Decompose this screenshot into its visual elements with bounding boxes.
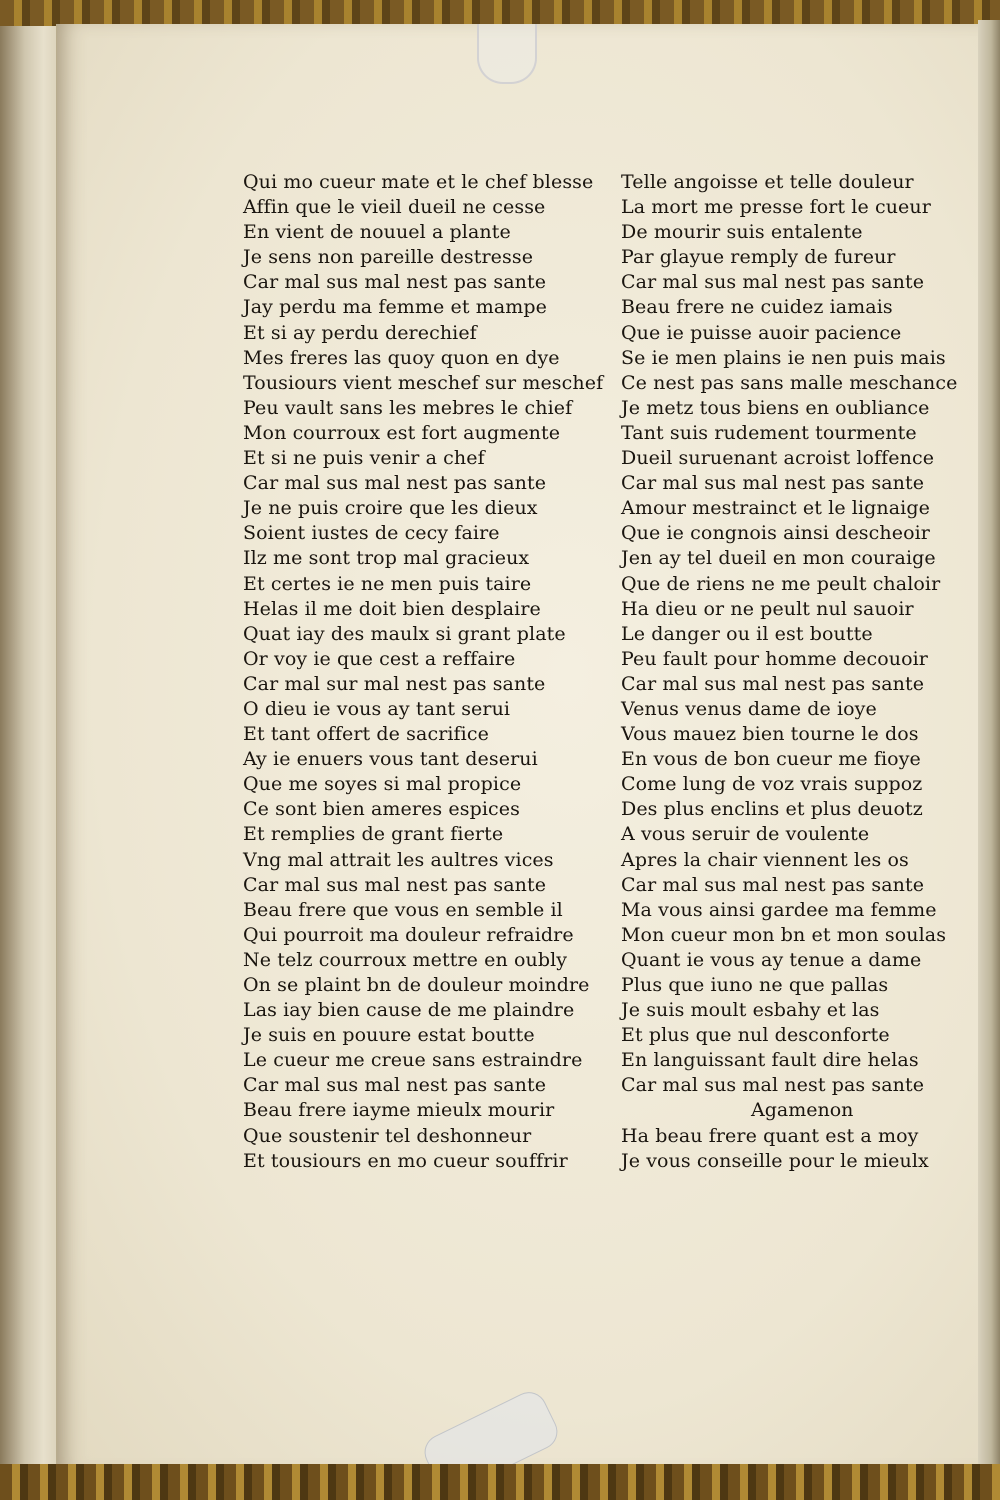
verse-line: Tant suis rudement tourmente (621, 421, 917, 444)
verse-line: Car mal sus mal nest pas sante (621, 1074, 925, 1097)
verse-line: Car mal sus mal nest pas sante (243, 873, 547, 896)
verse-line: Jay perdu ma femme et mampe (243, 296, 548, 319)
verse-line: Le danger ou il est boutte (621, 622, 873, 645)
right-text-column (621, 170, 957, 1174)
verse-line: Amour mestrainct et le lignaige (621, 497, 930, 520)
left-text-column (243, 170, 603, 1174)
verse-line: Que soustenir tel deshonneur (243, 1124, 532, 1147)
verse-line: Je ne puis croire que les dieux (243, 497, 538, 520)
verse-line: La mort me presse fort le cueur (621, 196, 931, 219)
verse-line: De mourir suis entalente (621, 221, 863, 244)
verse-line: Mon courroux est fort augmente (243, 421, 561, 444)
verse-line: Peu vault sans les mebres le chief (243, 396, 573, 419)
verse-line: Et plus que nul desconforte (621, 1024, 890, 1047)
verse-line: Car mal sus mal nest pas sante (621, 472, 925, 495)
verse-line: Le cueur me creue sans estraindre (243, 1049, 583, 1072)
verse-line: Soient iustes de cecy faire (243, 522, 500, 545)
verse-line: En vous de bon cueur me fioye (621, 748, 921, 771)
verse-line: Ma vous ainsi gardee ma femme (621, 898, 937, 921)
page-clip-top (477, 24, 537, 84)
binding-bottom-edge (0, 1464, 1000, 1500)
verse-line: Que ie congnois ainsi descheoir (621, 522, 930, 545)
verse-line: Car mal sus mal nest pas sante (621, 672, 925, 695)
verse-line: Que de riens ne me peult chaloir (621, 572, 941, 595)
verse-line: Car mal sus mal nest pas sante (621, 271, 925, 294)
verse-line: En vient de nouuel a plante (243, 221, 511, 244)
verse-line: Car mal sur mal nest pas sante (243, 672, 546, 695)
verse-line: Ha dieu or ne peult nul sauoir (621, 597, 914, 620)
verse-line: Ha beau frere quant est a moy (621, 1124, 919, 1147)
verse-line: Helas il me doit bien desplaire (243, 597, 541, 620)
verse-line: Et remplies de grant fierte (243, 823, 504, 846)
verse-line: Peu fault pour homme decouoir (621, 647, 928, 670)
verse-line: Par glayue remply de fureur (621, 246, 896, 269)
verse-line: Car mal sus mal nest pas sante (243, 271, 547, 294)
verse-line: Or voy ie que cest a reffaire (243, 647, 516, 670)
verse-line: Ce sont bien ameres espices (243, 798, 520, 821)
verse-line: O dieu ie vous ay tant serui (243, 697, 511, 720)
verse-line: Et si ne puis venir a chef (243, 447, 485, 470)
verse-line: Et si ay perdu derechief (243, 321, 477, 344)
verse-line: Et tant offert de sacrifice (243, 723, 489, 746)
verse-line: Jen ay tel dueil en mon couraige (621, 547, 936, 570)
page-stack-left (0, 26, 62, 1466)
verse-line: Que ie puisse auoir pacience (621, 321, 902, 344)
verse-line: Beau frere que vous en semble il (243, 898, 563, 921)
verse-line: Vng mal attrait les aultres vices (243, 848, 554, 871)
verse-line: Ilz me sont trop mal gracieux (243, 547, 530, 570)
verse-line: Et certes ie ne men puis taire (243, 572, 532, 595)
verse-line: Car mal sus mal nest pas sante (243, 472, 547, 495)
verse-line: Plus que iuno ne que pallas (621, 974, 889, 996)
verse-line: Quat iay des maulx si grant plate (243, 622, 566, 645)
verse-line: Je sens non pareille destresse (243, 246, 534, 269)
verse-line: En languissant fault dire helas (621, 1049, 919, 1072)
verse-line: Vous mauez bien tourne le dos (621, 723, 919, 746)
verse-line: Que me soyes si mal propice (243, 773, 522, 796)
verse-line: Je vous conseille pour le mieulx (621, 1149, 929, 1172)
verse-line: Venus venus dame de ioye (621, 697, 877, 720)
page-fore-edge (978, 20, 1000, 1470)
verse-line: A vous seruir de voulente (621, 823, 870, 846)
verse-line: Je metz tous biens en oubliance (621, 396, 930, 419)
speaker-heading: Agamenon (751, 1099, 854, 1122)
verse-line: Qui mo cueur mate et le chef blesse (243, 171, 594, 193)
verse-line: Je suis en pouure estat boutte (243, 1024, 535, 1047)
verse-line: Qui pourroit ma douleur refraidre (243, 923, 574, 946)
verse-line: Car mal sus mal nest pas sante (621, 873, 925, 896)
manuscript-page (56, 24, 987, 1472)
verse-line: Quant ie vous ay tenue a dame (621, 948, 922, 971)
verse-line: Ce nest pas sans malle meschance (621, 371, 958, 394)
verse-line: Des plus enclins et plus deuotz (621, 798, 923, 821)
verse-line: Beau frere ne cuidez iamais (621, 296, 893, 319)
verse-line: Mes freres las quoy quon en dye (243, 346, 560, 369)
verse-line: Telle angoisse et telle douleur (621, 171, 914, 193)
verse-line: Apres la chair viennent les os (621, 848, 909, 871)
verse-line: Beau frere iayme mieulx mourir (243, 1099, 555, 1122)
verse-line: Ay ie enuers vous tant deserui (243, 748, 538, 771)
verse-line: Las iay bien cause de me plaindre (243, 999, 575, 1022)
verse-line: On se plaint bn de douleur moindre (243, 974, 590, 996)
verse-line: Je suis moult esbahy et las (621, 999, 880, 1022)
verse-line: Affin que le vieil dueil ne cesse (243, 196, 546, 219)
verse-line: Se ie men plains ie nen puis mais (621, 346, 946, 369)
verse-line: Et tousiours en mo cueur souffrir (243, 1149, 568, 1172)
verse-line: Ne telz courroux mettre en oubly (243, 948, 568, 971)
verse-line: Tousiours vient meschef sur meschef (243, 371, 604, 394)
verse-line: Car mal sus mal nest pas sante (243, 1074, 547, 1097)
verse-line: Mon cueur mon bn et mon soulas (621, 923, 947, 946)
verse-line: Dueil suruenant acroist loffence (621, 447, 935, 470)
verse-line: Come lung de voz vrais suppoz (621, 773, 923, 796)
